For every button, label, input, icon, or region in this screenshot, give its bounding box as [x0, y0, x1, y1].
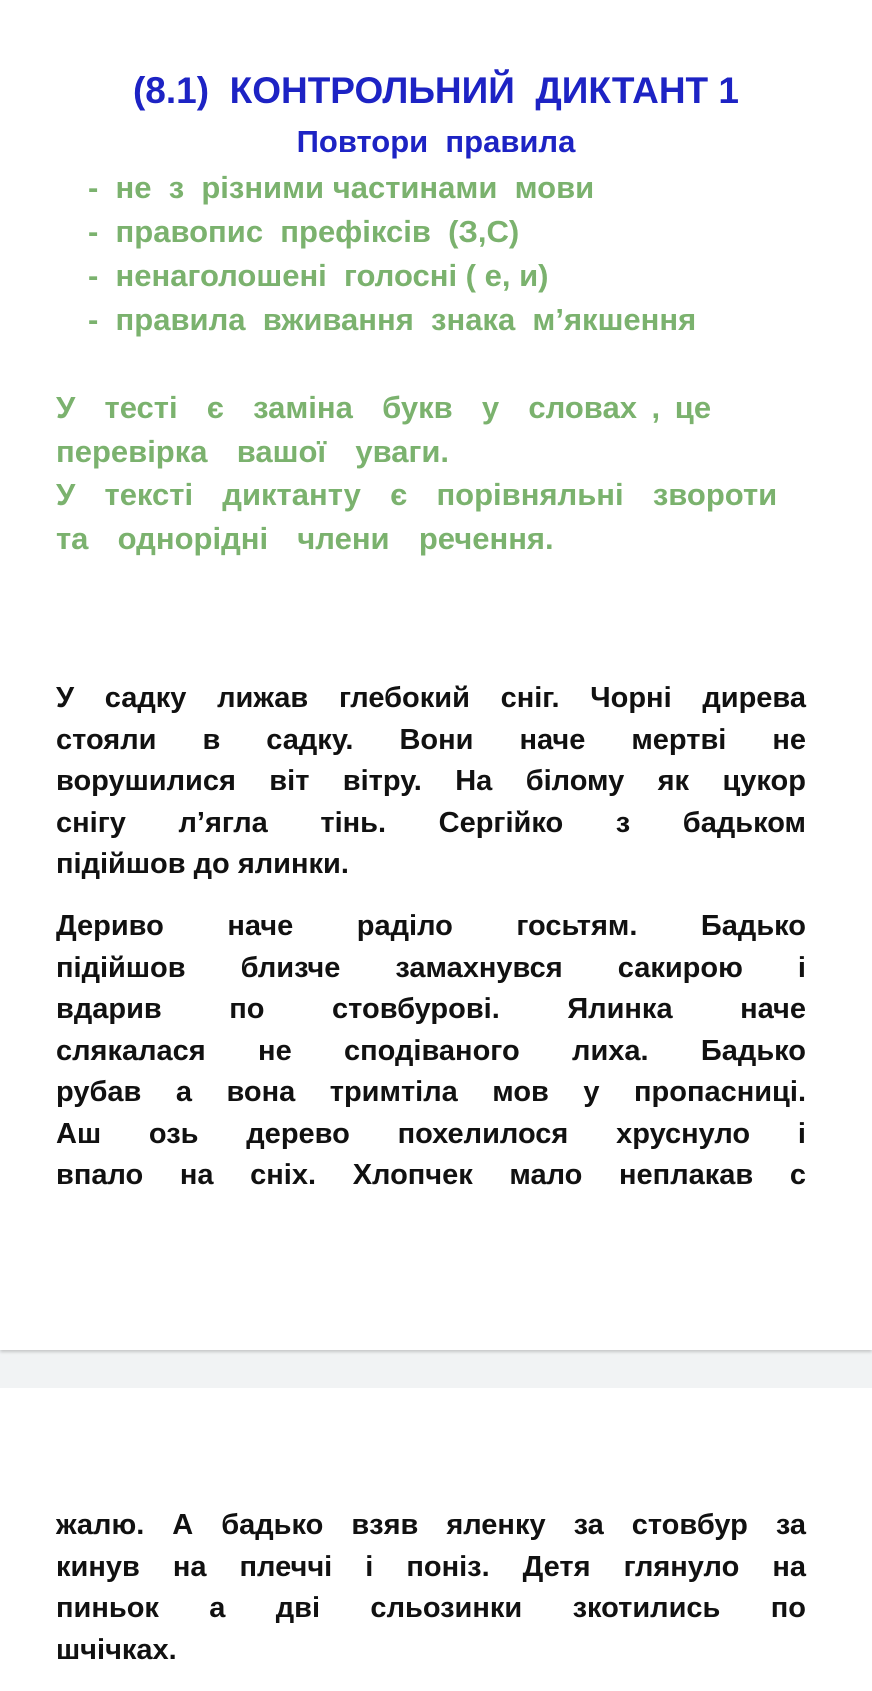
text-line: снігу л’ягла тінь. Сергійко з бадьком	[56, 806, 806, 839]
text-line: жалю. А бадько взяв яленку за стовбур за	[56, 1509, 806, 1541]
text-line: кинув на плеччі і поніз. Детя глянуло на	[56, 1550, 806, 1583]
page-title: (8.1) КОНТРОЛЬНИЙ ДИКТАНТ 1	[132, 70, 740, 111]
instructions-note	[56, 386, 816, 560]
text-line: ворушилися віт вітру. На білому як цукор	[56, 765, 806, 797]
text-line: підійшов до ялинки.	[56, 848, 349, 880]
rule-item: - правопис префіксів (З,С)	[88, 214, 520, 249]
note-line: У тексті диктанту є порівняльні звороти	[56, 477, 778, 512]
text-line: Дериво наче раділо госьтям. Бадько	[56, 910, 806, 942]
note-line: перевірка вашої уваги.	[56, 433, 450, 469]
document-page-2	[0, 1388, 872, 1691]
rule-item: - правила вживання знака м’якшення	[88, 302, 697, 337]
text-line: стояли в садку. Вони наче мертві не	[56, 723, 806, 756]
text-line: пиньок а дві сльозинки зкотились по	[56, 1592, 806, 1624]
text-line: рубав а вона тримтіла мов у пропасниці.	[56, 1076, 806, 1108]
dictation-paragraph-2	[56, 906, 806, 1197]
rule-item: - не з різними частинами мови	[88, 170, 595, 205]
text-line: шчічках.	[56, 1633, 177, 1666]
rule-item: - ненаголошені голосні ( е, и)	[88, 258, 549, 293]
text-line: У садку лижав глебокий сніг. Чорні дирева	[56, 682, 806, 714]
rules-list	[88, 166, 696, 342]
text-line: Аш озь дерево похелилося хруснуло і	[56, 1117, 806, 1150]
text-line: слякалася не сподіваного лиха. Бадько	[56, 1034, 806, 1067]
dictation-paragraph-3	[56, 1505, 806, 1671]
page-subtitle: Повтори правила	[296, 124, 576, 159]
text-line: впало на сніх. Хлопчек мало неплакав с	[56, 1159, 806, 1191]
dictation-paragraph-1	[56, 678, 806, 886]
text-line: підійшов близче замахнувся сакирою і	[56, 951, 806, 984]
text-line: вдарив по стовбурові. Ялинка наче	[56, 993, 806, 1025]
note-line: У тесті є заміна букв у словах , це	[56, 390, 712, 425]
note-line: та однорідні члени речення.	[56, 520, 554, 556]
